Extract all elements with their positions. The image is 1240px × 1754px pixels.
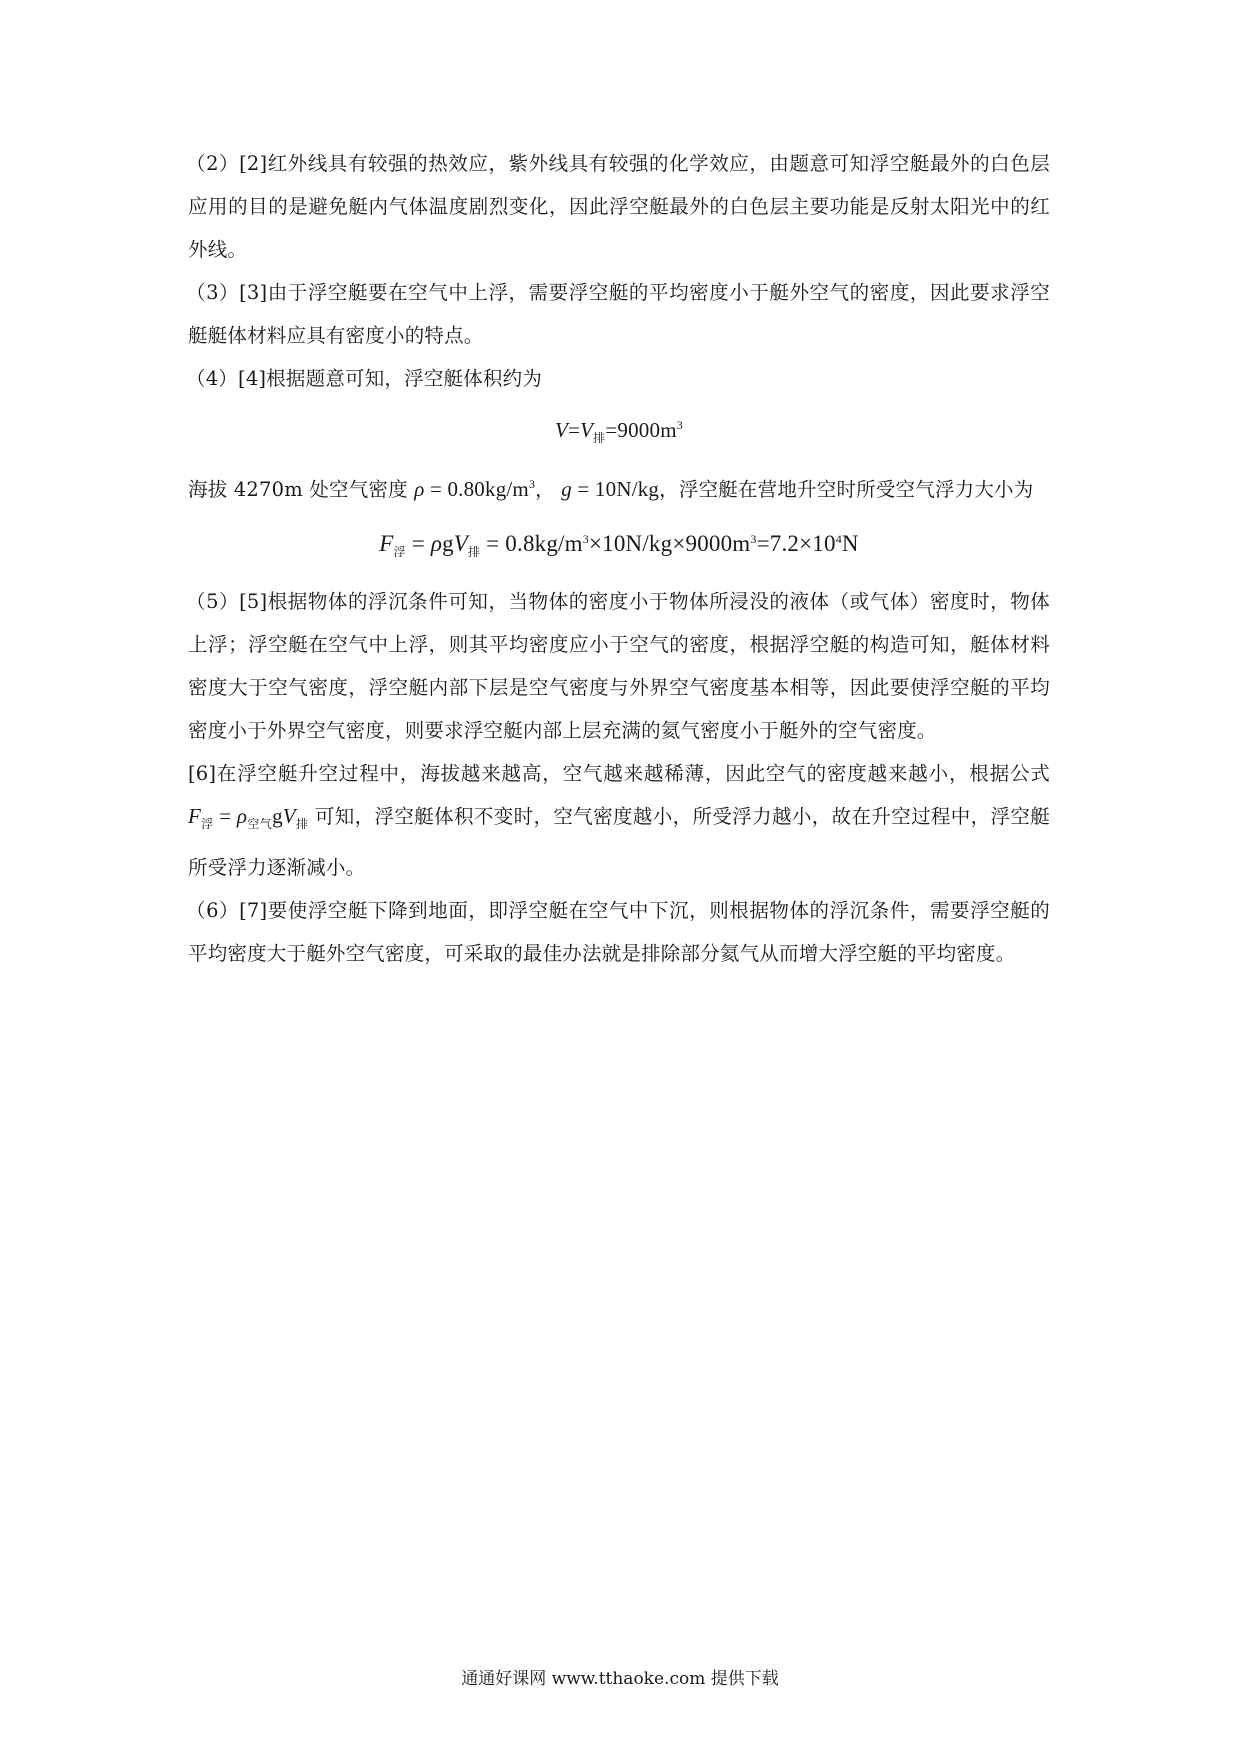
equation-buoyancy xyxy=(188,513,1050,578)
eq2-product: ×10N/kg×9000m xyxy=(588,531,751,556)
eq2-exponent-2: 3 xyxy=(750,532,757,546)
eq-exponent: 3 xyxy=(676,418,683,432)
symbol-g: g xyxy=(561,477,572,501)
paragraph-answer-5: （5）[5]根据物体的浮沉条件可知，当物体的密度小于物体所浸没的液体（或气体）密度时，物体上浮；浮空艇在空气中上浮，则其平均密度应小于空气的密度，根据浮空艇的构造可知，艇体材料密度大于空气密度，浮空艇内部下层是空气密度与外界空气密度基本相等，因此要使浮空艇的平均密度小于外界空气密度，则要求浮空艇内部上层充满的氦气密度小于艇外的空气密度。 xyxy=(186,590,1050,742)
eq-volume-value: =9000m xyxy=(605,418,677,442)
text-ascent: [6]在浮空艇升空过程中，海拔越来越高，空气越来越稀薄，因此空气的密度越来越小，根据公式 xyxy=(188,762,1050,785)
eq-symbol-v: V xyxy=(555,418,569,442)
page-footer: 通通好课网 www.tthaoke.com 提供下载 xyxy=(461,1669,779,1689)
eq2-exponent-3: 4 xyxy=(835,532,842,546)
p6-symbol-f: F xyxy=(188,804,202,828)
eq2-result: =7.2×10 xyxy=(756,531,836,556)
eq2-symbol-f: F xyxy=(379,531,394,556)
p6-symbol-g: g xyxy=(272,804,283,828)
value-g: = 10N/kg xyxy=(571,477,660,501)
eq2-density-value: = 0.8kg/m xyxy=(480,531,583,556)
paragraph-answer-3: （3）[3]由于浮空艇要在空气中上浮，需要浮空艇的平均密度小于艇外空气的密度，因此要求浮空艇艇体材料应具有密度小的特点。 xyxy=(186,281,1050,347)
p6-symbol-rho: ρ xyxy=(236,804,248,828)
eq-equals: = xyxy=(568,418,581,442)
eq2-symbol-rho: ρ xyxy=(430,531,443,556)
paragraph-answer-6 xyxy=(188,752,1050,889)
eq2-exponent-1: 3 xyxy=(582,532,589,546)
p6-subscript-displaced: 排 xyxy=(295,817,309,831)
text-separator: ， xyxy=(535,478,562,501)
paragraph-air-density xyxy=(188,463,1050,511)
eq2-equals: = xyxy=(405,531,431,556)
eq2-subscript-displaced: 排 xyxy=(468,545,481,559)
eq2-symbol-v: V xyxy=(453,531,469,556)
eq2-unit: N xyxy=(841,531,859,556)
document-body xyxy=(188,142,1050,975)
text-altitude: 海拔 4270m 处空气密度 xyxy=(188,478,415,501)
p6-subscript-float: 浮 xyxy=(201,817,214,831)
eq-symbol-v-displaced: V xyxy=(580,418,594,442)
p6-subscript-air: 空气 xyxy=(247,817,273,831)
symbol-rho: ρ xyxy=(414,477,425,501)
p6-symbol-v: V xyxy=(282,804,296,828)
paragraph-answer-4: （4）[4]根据题意可知，浮空艇体积约为 xyxy=(186,367,543,390)
eq-subscript-displaced: 排 xyxy=(593,431,606,445)
text-buoyancy-intro: ，浮空艇在营地升空时所受空气浮力大小为 xyxy=(659,478,1034,501)
text-conclusion: 可知，浮空艇体积不变时，空气密度越小，所受浮力越小，故在升空过程中，浮空艇所受浮力逐渐减小。 xyxy=(188,805,1050,879)
value-rho: = 0.80kg/m xyxy=(424,477,529,501)
p6-equals: = xyxy=(213,804,237,828)
eq2-subscript-float: 浮 xyxy=(393,545,406,559)
eq2-symbol-g: g xyxy=(442,531,454,556)
exponent-rho: 3 xyxy=(528,477,536,491)
equation-volume xyxy=(188,402,1050,461)
paragraph-answer-2: （2）[2]红外线具有较强的热效应，紫外线具有较强的化学效应，由题意可知浮空艇最外的白色层应用的目的是避免艇内气体温度剧烈变化，因此浮空艇最外的白色层主要功能是反射太阳光中的红外线。 xyxy=(186,152,1050,261)
paragraph-answer-7: （6）[7]要使浮空艇下降到地面，即浮空艇在空气中下沉，则根据物体的浮沉条件，需要浮空艇的平均密度大于艇外空气密度，可采取的最佳办法就是排除部分氦气从而增大浮空艇的平均密度。 xyxy=(186,899,1050,965)
